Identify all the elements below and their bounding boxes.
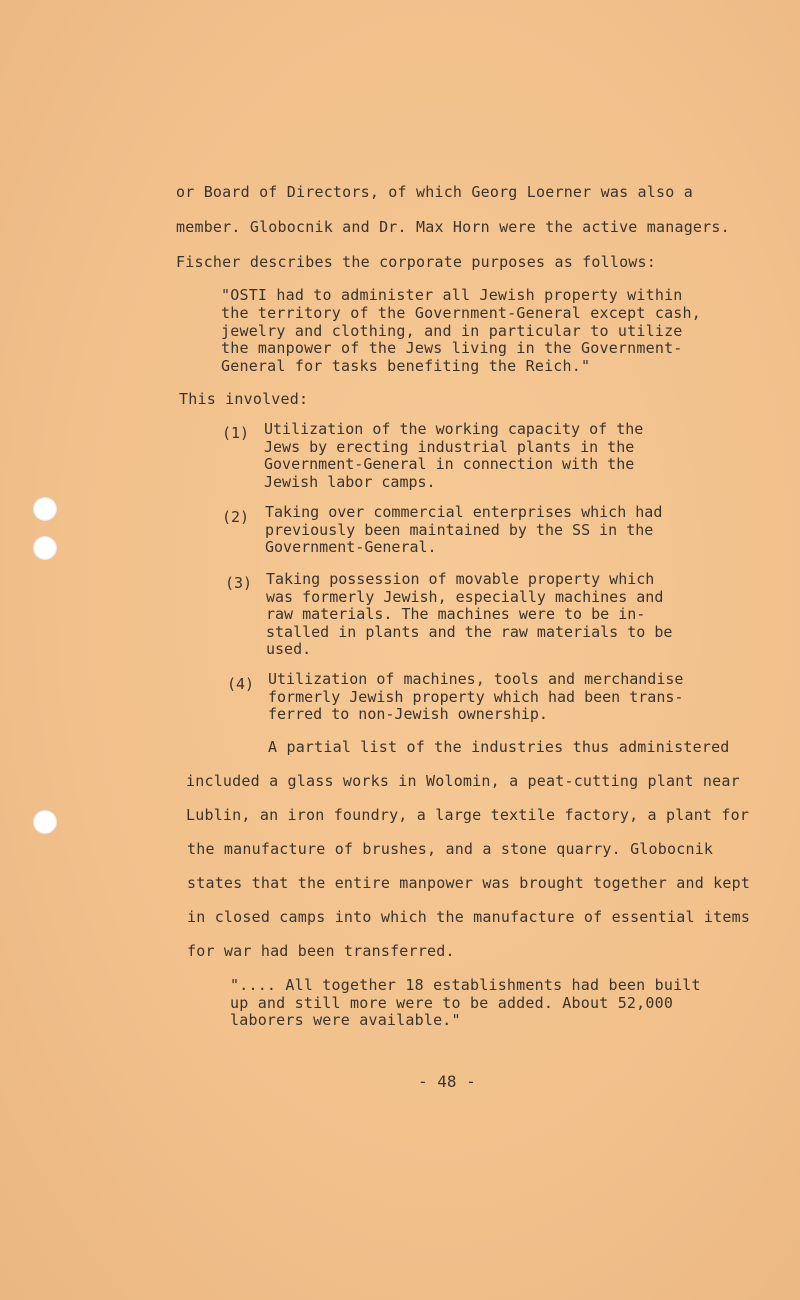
item-number: (2) — [222, 508, 250, 526]
quote-line: "OSTI had to administer all Jewish property within — [221, 286, 683, 304]
punch-hole — [33, 810, 57, 834]
punch-hole — [33, 536, 57, 560]
paragraph-line: for war had been transferred. — [187, 942, 455, 960]
list-item: Utilization of the working capacity of the Jews by erecting industrial plants in the Government-General in connection with the Jewish labor camps. — [264, 420, 644, 491]
paragraph-line: states that the entire manpower was brought together and kept — [187, 874, 751, 892]
paragraph-line: or Board of Directors, of which Georg Loerner was also a — [176, 183, 693, 201]
section-label: This involved: — [179, 390, 309, 408]
quote-line: the manpower of the Jews living in the Government- — [221, 339, 683, 357]
page-number: - 48 - — [418, 1072, 476, 1091]
item-number: (4) — [227, 675, 255, 693]
paragraph-line: Fischer describes the corporate purposes as follows: — [176, 253, 656, 271]
item-number: (3) — [225, 574, 253, 592]
paragraph-line: included a glass works in Wolomin, a peat-cutting plant near — [186, 772, 740, 790]
quote-line: up and still more were to be added. About 52,000 — [230, 994, 674, 1012]
quote-line: the territory of the Government-General except cash, — [221, 304, 701, 322]
list-item: Taking possession of movable property which was formerly Jewish, especially machines and raw materials. The machines were to be in- stalled in plants and the raw materials to be used. — [266, 570, 673, 658]
paragraph-line: Lublin, an iron foundry, a large textile factory, a plant for — [186, 806, 750, 824]
quote-line: jewelry and clothing, and in particular to utilize — [221, 322, 683, 340]
punch-hole — [33, 497, 57, 521]
paragraph-line: in closed camps into which the manufacture of essential items — [187, 908, 751, 926]
quote-line: General for tasks benefiting the Reich." — [221, 357, 591, 375]
item-number: (1) — [222, 424, 250, 442]
quote-line: laborers were available." — [230, 1011, 461, 1029]
paragraph-line: A partial list of the industries thus administered — [268, 738, 730, 756]
list-item: Utilization of machines, tools and merchandise formerly Jewish property which had been trans- ferred to non-Jewish ownership. — [268, 670, 684, 723]
quote-line: ".... All together 18 establishments had been built — [230, 976, 701, 994]
paragraph-line: the manufacture of brushes, and a stone quarry. Globocnik — [187, 840, 714, 858]
paragraph-line: member. Globocnik and Dr. Max Horn were the active managers. — [176, 218, 730, 236]
list-item: Taking over commercial enterprises which had previously been maintained by the SS in the Government-General. — [265, 503, 663, 556]
